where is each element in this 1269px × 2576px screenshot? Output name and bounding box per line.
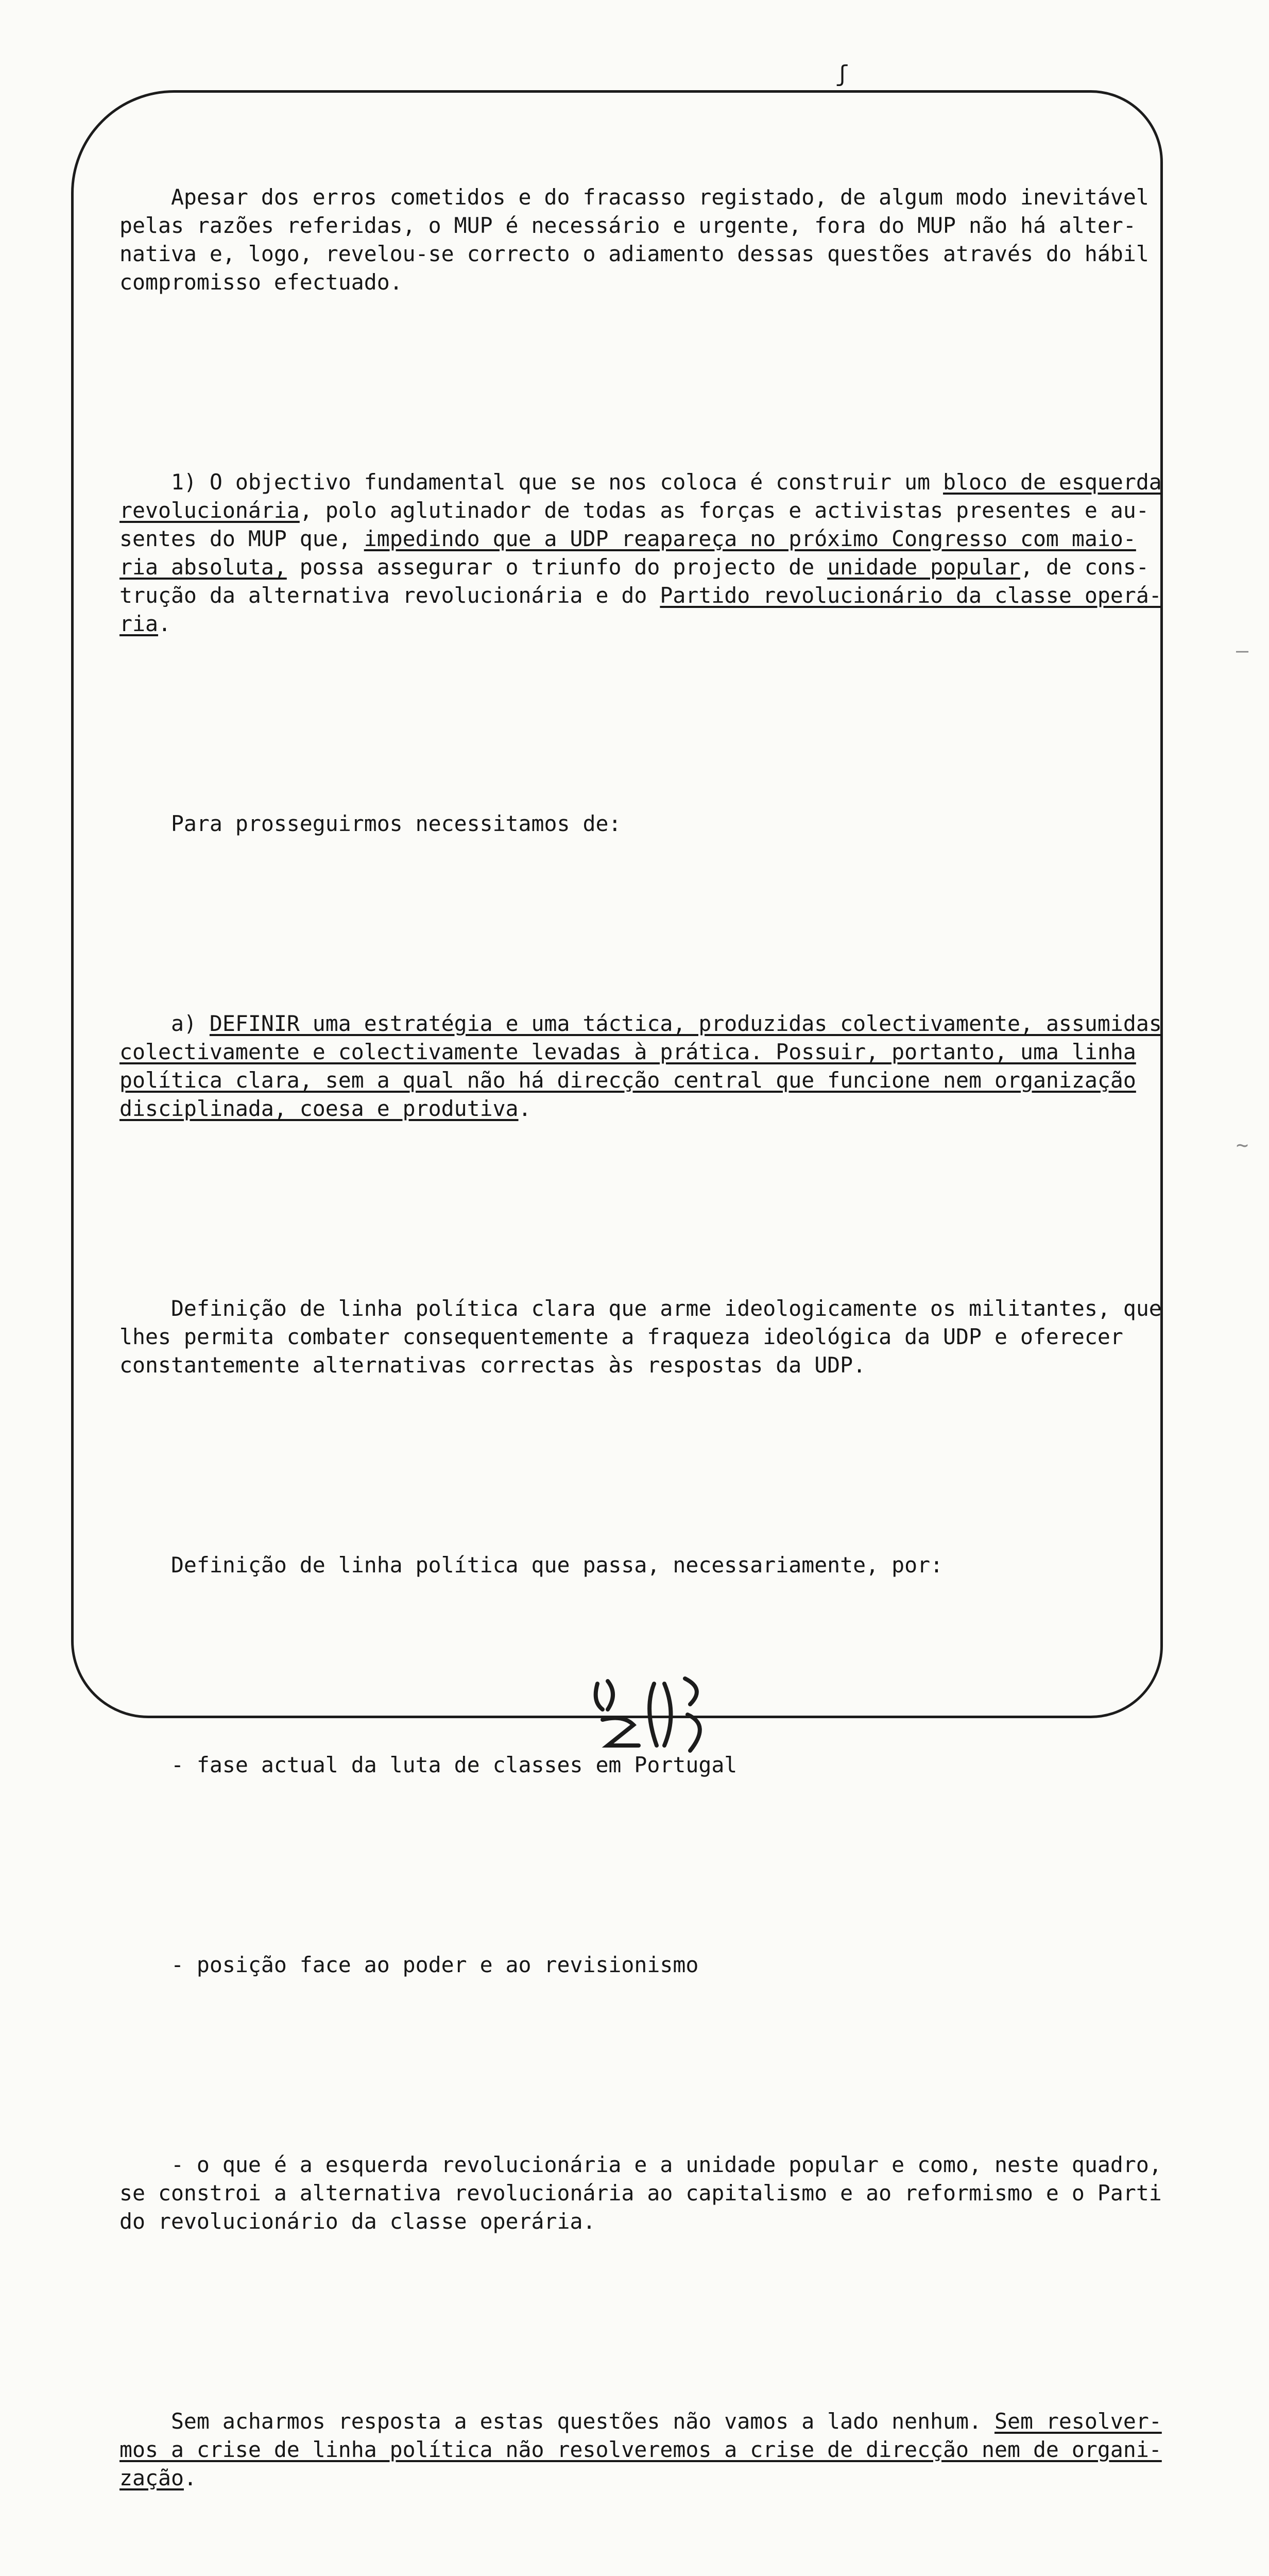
margin-mark: — — [1236, 639, 1249, 663]
archive-stamp-icon — [587, 1673, 716, 1756]
paragraph-7: Sem acharmos resposta a estas questões não vamos a lado nenhum. Sem resolver- mos a crise de linha política não resolveremos a crise de direcção nem de organi- zação. — [119, 2409, 1162, 2490]
document-body — [119, 98, 1165, 2576]
list-item-2: - posição face ao poder e ao revisionismo — [119, 1952, 699, 1977]
list-item-1: - fase actual da luta de classes em Portugal — [119, 1752, 738, 1777]
paragraph-4: a) DEFINIR uma estratégia e uma táctica, produzidas colectivamente, assumidas colectivamente e colectivamente levadas à prática. Possuir, portanto, uma linha política clara, sem a qual não há direcção central que funcione nem organização disciplinada, coesa e produtiva. — [119, 1011, 1162, 1121]
paragraph-2: 1) O objectivo fundamental que se nos coloca é construir um bloco de esquerda revolucionária, polo aglutinador de todas as forças e activistas presentes e au- sentes do MUP que, impedindo que a UDP reapareça no próximo Congresso com maio- ria absoluta, possa assegurar o triunfo do projecto de unidade popular, de cons- trução da alternativa revolucionária e do Partido revolucionário da classe operá- ria. — [119, 469, 1162, 636]
paragraph-1: Apesar dos erros cometidos e do fracasso registado, de algum modo inevitável pelas razões referidas, o MUP é necessário e urgente, fora do MUP não há alter- nativa e, logo, revelou-se correcto o adiamento dessas questões através do hábil compromisso efectuado. — [119, 184, 1149, 295]
list-item-3: - o que é a esquerda revolucionária e a unidade popular e como, neste quadro, se constroi a alternativa revolucionária ao capitalismo e ao reformismo e o Parti do revolucionário da classe operária. — [119, 2152, 1162, 2234]
paragraph-6: Definição de linha política que passa, necessariamente, por: — [119, 1552, 944, 1578]
page-mark: ʃ — [835, 61, 849, 87]
margin-mark: ~ — [1236, 1133, 1249, 1157]
paragraph-5: Definição de linha política clara que arme ideologicamente os militantes, que lhes permita combater consequentemente a fraqueza ideológica da UDP e oferecer constantemente alternativas correctas às respostas da UDP. — [119, 1296, 1162, 1378]
paragraph-3: Para prosseguirmos necessitamos de: — [119, 811, 622, 836]
